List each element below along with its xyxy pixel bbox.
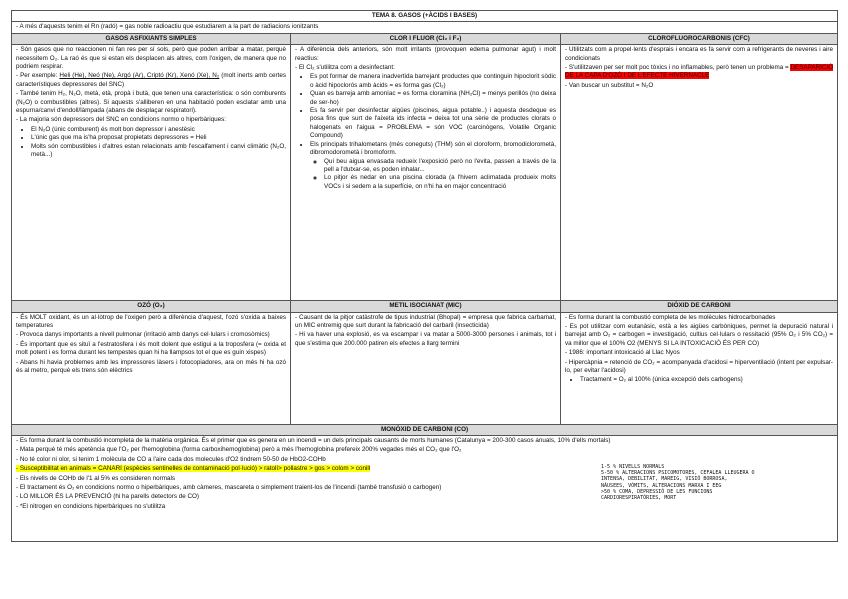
co2-p2: - Es pot utilitzar com eutanàsic, està a les aigües carbòniques, permet la depuració natural i barrejat amb O₂ = carbogen = investigació, cultius cel·lulars o ressitació (95% O₂ i 5% CO₂) = va millor que el 100% O2 (MENYS SI LA INTOXICACIÓ ÉS PER CO) <box>565 323 834 347</box>
co-line: - *El nitrogen en condicions hiperbàriques no s'utilitza <box>16 502 166 510</box>
co2-p4: - Hipercàpnia = retenció de CO₂ = acompanyada d'acidosi = hiperventilació (intent per expulsar-lo, per evitar l'acidosi) <box>565 358 834 375</box>
cohb-level-line: NÀUSEES, VÒMITS, ALTERACIONS MARXA I EEG <box>601 482 722 489</box>
example-label: - Per exemple: <box>16 72 60 80</box>
mic-content <box>291 312 561 424</box>
co-content <box>12 436 838 542</box>
cohb-level-line: CARDIORESPIRATÒRIES, MORT <box>601 495 677 502</box>
header-cfc: CLOROFLUOROCARBONIS (CFC) <box>561 33 838 44</box>
header-ozo: OZÓ (O₃) <box>12 301 291 312</box>
co2-content <box>561 312 838 424</box>
thm-text: Els principals trihalometans (més coneguts) (THM) són el cloroform, bromodiclorometà, dibromodorometà i bromoform. <box>310 140 556 157</box>
co-line: - Es forma durant la combustió incompleta de la matèria orgànica. És el primer que es genera en un incendi = un dels principals causants de morts humanes (Catalunya = 200-300 casos anuals, 10% d'ells mortals) <box>16 437 611 445</box>
cohb-level-line: >50 % COMA, DEPRESSIÓ DE LES FUNCIONS <box>601 488 713 495</box>
mic-p2: - Hi va haver una explosió, es va escampar i va matar a 5000-3000 persones i animals, tot i que s'estima que 200.000 patiren els efectes a llarg termini <box>295 331 556 347</box>
list-item: • Es fa servir per desinfectar aigües (piscines, aigua potable..) i aquesta desdeque es posa fins que surt de l'aixeta ids infecta = deixa tot una sèrie de productes clorats o halogenats en l'aigua = PROBLEMA = són VOC (carcinògens, Volatile Organic Compound) <box>310 107 556 141</box>
clor-p2: - El Cl₂ s'utilitza com a desinfectant: <box>295 64 395 72</box>
list-item: • Quan es barreja amb amoníac = es forma cloramina (NH₂Cl) = menys perillós (no deixa de ser-ho) <box>310 90 556 107</box>
list-item: ◦ Quí beu aigua envasada redueix l'exposició però no l'evita, passen a través de la pell a l'dutxar-se, es poden inhalar... <box>324 158 556 175</box>
intro-note: - A més d'aquests tenim el Rn (radó) = gas noble radioactiu que estudiarem a la part de radiacions ionitzants <box>12 22 838 33</box>
co-line: - El tractament és O₂ en condicions normo o hiperbàriques, amb càmeres, mascareta o simplement traient-los de l'incendi (també transfusió o carbogen) <box>16 484 442 492</box>
asfixiants-p2 <box>16 72 286 89</box>
page-title: TEMA 8. GASOS (+ÀCIDS I BASES) <box>12 11 838 22</box>
cohb-level-line: INTENSA, DEBILITAT, MAREIG, VISIÓ BORROSA, <box>601 476 728 483</box>
clor-sub-bullets <box>310 158 556 192</box>
co-line: - No té color ni olor, si tenim 1 molècula de CO a l'aire cada dos molecules d'O2 tindrem 50-50 de HbO2-COHb <box>16 455 326 463</box>
cfc-p2 <box>565 64 833 81</box>
co-line: - Els nivells de COHb de l'1 al 5% es consideren normals <box>16 474 176 482</box>
header-co: MONÒXID DE CARBONI (CO) <box>12 424 838 435</box>
list-item <box>310 141 556 191</box>
ozo-content <box>12 312 291 424</box>
example-rest: (molt inerts amb certes característiques depressores del SNC) <box>16 72 287 88</box>
co-line: - Mata perquè té més apetència que l'O₂ per l'hemoglobina (forma carboxihemoglobina) però a més l'hemoglobina prefereix 200% vegades més el CO₂ que l'O₂ <box>16 446 462 454</box>
list-item: • Molts són combustibles i d'altres estan relacionats amb l'escalfament i canvi climàtic (N₂O, metà...) <box>31 143 286 160</box>
asfixiants-p1: - Són gasos que no reaccionen ni fan res per sí sols, però que poden arribar a matar, perquè necessitem O₂. La raó és que si estan els desplacen als altres, com l'oxigen, de manera que no podriem respirar. <box>16 46 286 71</box>
susceptibility-highlight: - Susceptibilitat en animals = CANARI (espècies sentinelles de contaminació pol·lució) > ratolí> pollastre > gos > colom > conill <box>16 465 371 473</box>
cfc-p3: - Van buscar un substitut = N₂O <box>565 81 654 89</box>
cfc-problem-text: - S'utilitzaven per ser molt poc tòxics i no inflamables, però tenen un problema = <box>565 64 791 72</box>
list-item: ◦ Lo pitjor és nedar en una piscina clorada (a l'hivern aclimatada produeix molts VOCs i si sedem a la superfície, on n'hi ha en major concentració <box>324 174 556 191</box>
ozo-p1: - És MOLT oxidant, és un al·lòtrop de l'oxigen però a diferència d'aquest, l'ozó s'oxida a baixes temperatures <box>16 313 286 330</box>
header-clor-fluor: CLOR I FLUOR (Cl₂ i F₂) <box>291 33 561 44</box>
co-wrapper <box>16 437 833 511</box>
header-asfixiants: GASOS ASFIXIANTS SIMPLES <box>12 33 291 44</box>
topic-table <box>11 10 838 542</box>
co2-p1: - Es forma durant la combustió completa de les molècules hidrocarbonades <box>565 313 776 321</box>
list-item: • L'únic gas que ma is'ha proposat propietats depressores = Heli <box>31 134 286 142</box>
asfixiants-content <box>12 45 291 301</box>
list-item: • Es pot formar de manera inadvertida barrejant productes que continguin hipoclorit sòdic o àcid hipoclorós amb àcids = es forma gas (Cl₂) <box>310 73 556 90</box>
list-item: • Tractament = O₂ al 100% (única excepció dels carbogens) <box>580 376 833 384</box>
ozo-p3: - És important que es situï a l'estratosfera i és molt dolent que estigui a la troposfera (= oxida et molt potent i es forma durant les tempestes quan hi ha llampsos tot el que es guin xispes) <box>16 340 286 357</box>
cohb-level-line: 5-50 % ALTERACIONS PSICOMOTORES, CEFALEA LLEUGERA O <box>601 470 755 477</box>
document-page <box>11 10 837 542</box>
ozone-warning-highlight: DESAPARICIÓ DE LA CAPA D'OZÓ I DE L'EFECTE HIVERNACLE <box>565 64 834 80</box>
ozo-p2: - Provoca danys importants a nivell pulmonar (irritació amb danys cel·lulars i cromosòmics) <box>16 331 270 339</box>
cohb-levels-box <box>601 464 771 501</box>
list-item: • El N₂O (únic comburent) és molt bon depressor i anestèsic <box>31 126 286 134</box>
asfixiants-p3: - També tenim H₂, N₂O, metà, età, propà i butà, que tenen una característica: o són comburents (N₂O) o combustibles (altres). Si aquests s'alliberen en una habitació poden esclatar amb una espurna/canvi d'endoll/làmpada (abans de desplaçar respiratori). <box>16 90 286 115</box>
cfc-content <box>561 45 838 301</box>
header-co2: DIÒXID DE CARBONI <box>561 301 838 312</box>
clor-content <box>291 45 561 301</box>
asfixiants-p4: - La majoria són depressors del SNC en condicions normo o hiperbàriques: <box>16 116 227 124</box>
mic-p1: - Causant de la pitjor catàstrofe de tipus industrial (Bhopal) = empresa que fabrica carbamat, un MIC entremig que surt durant la fabricació del carbaril (insecticida) <box>295 313 556 330</box>
co-line: - LO MILLOR ÉS LA PREVENCIÓ (hi ha parells detectors de CO) <box>16 493 200 501</box>
clor-p1: - A diferència dels anteriors, són molt irritants (provoquen edema pulmonar agut) i molt reactius: <box>295 46 556 62</box>
noble-gases-list: Heli (He), Neó (Ne), Argó (Ar), Criptó (Kr), Xenó (Xe), N₂ <box>59 72 220 80</box>
co2-p3: - 1986: important intoxicació al Llac Nyos <box>565 349 680 357</box>
cfc-p1: - Utilitzats com a propel·lents d'esprais i encara es fa servir com a refrigerants de neveres i aire condicionats <box>565 46 834 62</box>
header-mic: METIL ISOCIANAT (MIC) <box>291 301 561 312</box>
co2-bullets <box>565 376 833 384</box>
clor-bullets <box>295 73 556 191</box>
ozo-p4: - Abans hi havia problemes amb les impressores làsers i fotocopiadores, ara on més hi ha ozó és al metro, perquè els trens són elèctrics <box>16 358 286 375</box>
cohb-level-line: 1-5 % NIVELLS NORMALS <box>601 464 665 471</box>
asfixiants-bullets <box>16 126 286 160</box>
